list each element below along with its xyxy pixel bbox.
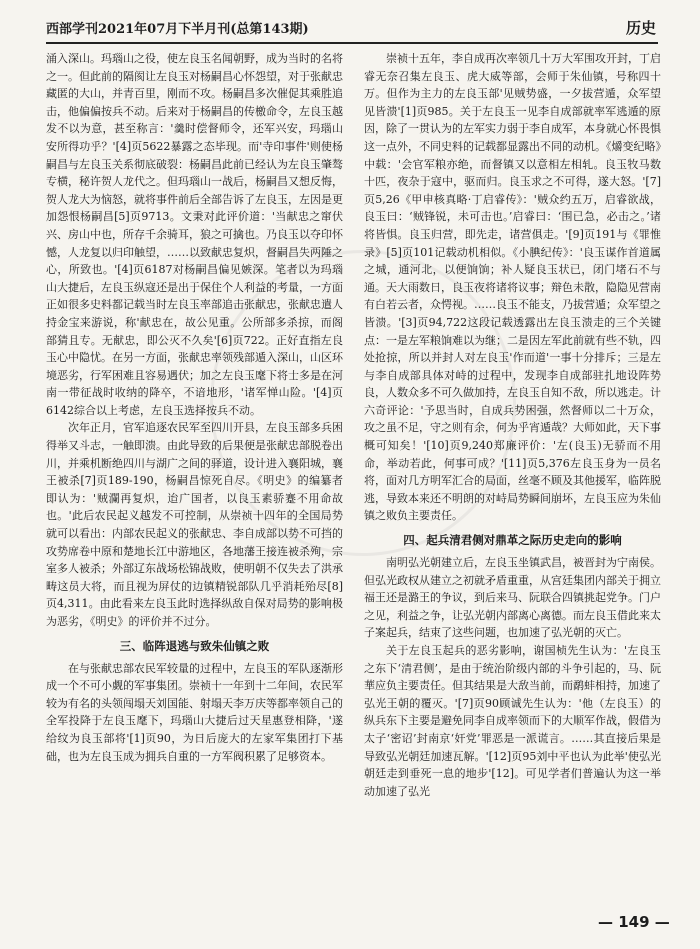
- left-column: [46, 50, 343, 765]
- right-paragraph-1: 崇祯十五年，李自成再次率领几十万大军围攻开封，丁启睿无奈召集左良玉、虎大威等部，会师于朱仙镇，号称四十万。但作为主力的左良玉部'见贼势盛，一夕拔营遁，众军望见皆溃'[1]页985。关于左良玉一见李自成部就率军逃遁的原因，除了一贯认为的左军实力弱于李自成军，本身就心怀畏惧这一点外，不同史料的记载都显露出不同的动机。《爝变纪略》中载：'会官军粮亦绝，而督镇又以意相左相轧。良玉牧马数十匹，夜杂于寇中，驱而归。良玉求之不可得，遂大怒。'[7]页5,26《甲申核真略·丁启睿传》：'贼众约五万，启睿欲战，良玉曰：‘贼锋锐，未可击也。’启睿曰：‘围已急，必击之。’诸将皆惧。良玉归营，即先走，诸营俱走。'[9]页191与《罪惟录》[5]页101记载动机相似。《小腆纪传》：'良玉谋作首道属之城，通河北，以便饷饷；补人疑良玉状已，闭门堵石不与通。天大雨数日，良玉夜将诸将议事；辩色未散，隐隐见营南有白若云者，众愕视。……良玉不能支，乃拔营遁；众军望之皆溃。'[3]页94,722这段记载透露出左良玉溃走的三个关键点：一是左军粮饷难以为继；二是因左军此前就有些不轨，四处抢掠，所以并封人对左良玉'作而道'一事十分排斥；三是左与李自成部具体对峙的过程中，发现李自成部驻扎地设阵势良，人数众多不可久做加持，左良玉自知不敌，所以逃走。计六奇评论：'予思当时，自成兵势困强，然督师以二十万众，攻之虽不足，守之则有余，何为乎宵遁哉？大师如此，天下事概可知矣！'[10]页9,240郑廉评价：'左(良玉)无骄而不用命，举动若此，何事可成？'[11]页5,376左良玉身为一员名将，面对几方明军汇合的局面，丝毫不顾及其他援军，临阵脱逃，导致本来还不明朗的对峙局势瞬间崩坏，左良玉应为朱仙镇之败负主要责任。: [364, 52, 661, 523]
- right-paragraph-2: 南明弘光朝建立后，左良玉坐镇武昌，被晋封为宁南侯。但弘光政权从建立之初就矛盾重重，从宫廷集团内部关于拥立福王还是潞王的争议，到后来马、阮联合四镇挑起党争。门户之见，利益之争，让弘光朝内部离心离德。而左良玉借此来太子案起兵，结束了这些问题，也加速了弘光朝的灭亡。: [364, 556, 661, 640]
- left-paragraph-1: 涌入深山。玛瑙山之役，使左良玉名闻朝野，成为当时的名将之一。但此前的隔阂让左良玉对杨嗣昌心怀怨望，对于张献忠藏匿的大山，并青百里，刚而不攻。杨嗣昌多次催促其乘胜追击，他偏偏按兵不动。后来对于杨嗣昌的传檄命令，左良玉越发不以为意，甚至称言：'羹时偿督师令，还军兴安，玛瑙山安所得功乎？'[4]页5622暴露之态毕现。而'寺印事件'则使杨嗣昌与左良玉关系彻底破裂：杨嗣昌此前已经认为左良玉肇骜专横，秘许贺人龙代之。但玛瑙山一战后，杨嗣昌又想反悔，贺人龙大为恼怒，就将事件前后全部告诉了左良玉，左因是更加怨恨杨嗣昌[5]页9713。文秉对此评价道：'当献忠之窜伏兴、房山中也，所存千余骑耳，狼之可擒也。乃良玉以夺印怀憾，人龙复以归印触望，……以致献忠复炽，督嗣昌失两陲之心，所致也。'[4]页6187对杨嗣昌偏见嫉深。笔者以为玛瑙山大捷后，左良玉纵寇还是出于保住个人利益的考量，一方面正如很多史料都记载当时左良玉率部追击张献忠，张献忠遣人持金宝来游说，称'献忠在，故公见重。公所部多杀掠，而阁部猜且专。无献忠，即公灭不久矣'[6]页722。正好直指左良玉心中隐忧。在另一方面，张献忠率领残部遁入深山，山区环境恶劣，行军困难且容易遇伏；加之左良玉麾下将士多是在河南一带征战时收纳的降卒，不谙地形，'诸军惮山险。'[4]页6142综合以上考虑，左良玉选择按兵不动。: [46, 52, 343, 417]
- page-header: [46, 14, 658, 44]
- right-paragraph-3: 关于左良玉起兵的恶劣影响，谢国桢先生认为：'左良玉之东下‘清君侧’，是由于统治阶级内部的斗争引起的，马、阮華应负主要责任。但其结果是大敌当前，而鹬蚌相持，加速了弘光王朝的覆灭。'[7]页90顾诚先生认为：'他（左良玉）的纵兵东下主要是避免同李自成率领而下的大顺军作战，假借为太子‘密诏’封南京‘奸党’罪恶是一派谎言。……其直接后果是导致弘光朝廷加速瓦解。'[12]页95刘中平也认为此举'使弘光朝廷走到垂死一息的地步'[12]。可见学者们普遍认为这一举动加速了弘光: [364, 644, 661, 798]
- section-label: 历史: [625, 19, 656, 37]
- right-column: [364, 50, 661, 800]
- section-heading-3: 三、临阵退逃与致朱仙镇之败: [119, 638, 270, 653]
- left-paragraph-2: 次年正月，官军追逐农民军至四川开县，左良玉部多兵困得举又斗志，一触即溃。由此导致的后果便是张献忠部脱卷出川，并乘机断绝四川与湖广之间的驿道，设计进入襄阳城，襄王被杀[7]页189-190，杨嗣昌惊死自尽。《明史》的编纂者即认为：'贼瀾再复炽，迨广国者，以良玉素骄蹇不用命故也。'此后农民起义越发不可控制，从崇祯十四年的全国局势就可以看出：内部农民起义的张献忠、李自成部以势不可挡的攻势席卷中原和楚地长江中游地区，各地藩王接连被杀殉，宗室多人被杀；外部辽东战场松锦战败，使明朝不仅失去了洪承畴这员大将，而且视为屏仗的边镇精锐部队几乎消耗殆尽[8]页4,311。由此看来左良玉此时选择纵敌自保对局势的影响极为恶劣，《明史》的评价并不过分。: [46, 421, 343, 628]
- page-number: — 149 —: [598, 913, 670, 931]
- journal-info: 西部学刊2021年07月下半月刊(总第143期): [46, 22, 309, 37]
- section-heading-4: 四、起兵清君侧对鼎革之际历史走向的影响: [403, 533, 622, 548]
- left-paragraph-3: 在与张献忠部农民军较量的过程中，左良玉的军队逐渐形成一个不可小觑的军事集团。崇祯十一年到十二年间，农民军较为有名的头领闯塌天刘国能、射塌天李万庆等都率领自己的全军投降于左良玉麾下，玛瑙山大捷后过天星惠登相降，'遂给纹为良玉部将'[1]页90，为日后庞大的左家军集团打下基础，也为左良玉成为拥兵自重的一方军阀积累了足够资本。: [46, 661, 343, 763]
